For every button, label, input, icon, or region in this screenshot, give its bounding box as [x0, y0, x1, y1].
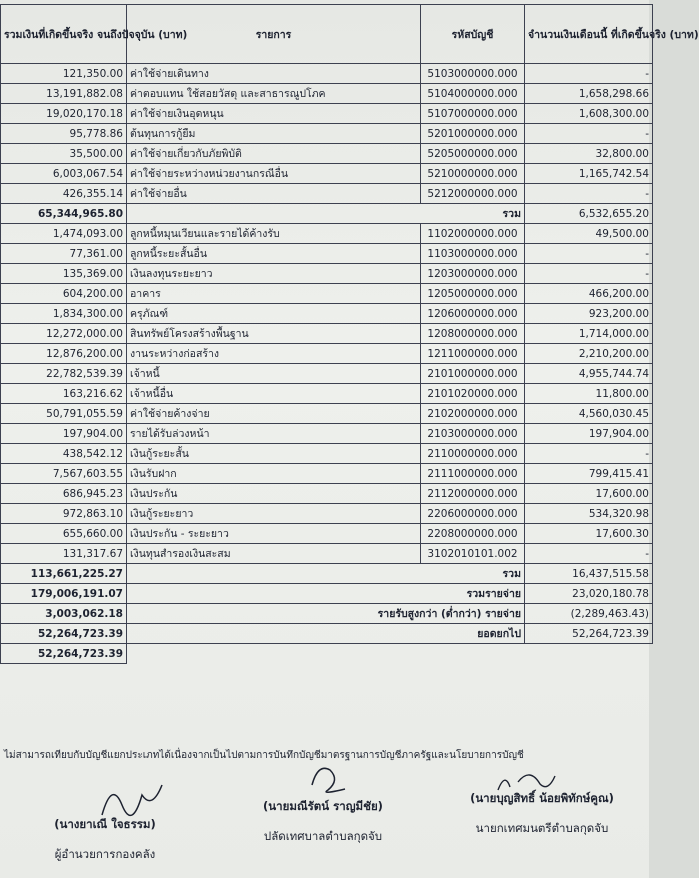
blank-cell: [127, 644, 653, 664]
account-code-cell: 5107000000.000: [421, 104, 525, 124]
account-code-cell: 5205000000.000: [421, 144, 525, 164]
month-amount-cell: 923,200.00: [525, 304, 653, 324]
sum-label-cell: รวม: [127, 564, 525, 584]
month-amount-cell: 2,210,200.00: [525, 344, 653, 364]
cumulative-total-cell: 655,660.00: [1, 524, 127, 544]
month-amount-cell: -: [525, 64, 653, 84]
cumulative-total-cell: 972,863.10: [1, 504, 127, 524]
header-cumulative-total: รวมเงินที่เกิดขึ้นจริง จนถึงปัจจุบัน (บาท): [1, 5, 127, 64]
item-name-cell: สินทรัพย์โครงสร้างพื้นฐาน: [127, 324, 421, 344]
month-amount-cell: 1,608,300.00: [525, 104, 653, 124]
account-code-cell: 2101000000.000: [421, 364, 525, 384]
account-code-cell: 1102000000.000: [421, 224, 525, 244]
account-code-cell: 2101020000.000: [421, 384, 525, 404]
item-name-cell: เงินประกัน - ระยะยาว: [127, 524, 421, 544]
item-name-cell: ต้นทุนการกู้ยืม: [127, 124, 421, 144]
item-name-cell: รายได้รับล่วงหน้า: [127, 424, 421, 444]
month-amount-cell: 1,165,742.54: [525, 164, 653, 184]
account-code-cell: 2206000000.000: [421, 504, 525, 524]
item-name-cell: ครุภัณฑ์: [127, 304, 421, 324]
table-row: [1, 164, 653, 184]
account-code-cell: 1208000000.000: [421, 324, 525, 344]
item-name-cell: เงินทุนสำรองเงินสะสม: [127, 544, 421, 564]
month-amount-cell: -: [525, 124, 653, 144]
table-row: [1, 444, 653, 464]
account-code-cell: 2103000000.000: [421, 424, 525, 444]
sum-total-cell: 179,006,191.07: [1, 584, 127, 604]
month-amount-cell: 534,320.98: [525, 504, 653, 524]
signer-3-position: นายกเทศมนตรีตำบลกุดจับ: [475, 821, 609, 835]
sum-total-cell: 3,003,062.18: [1, 604, 127, 624]
table-row: [1, 464, 653, 484]
header-row: [1, 5, 653, 64]
account-code-cell: 3102010101.002: [421, 544, 525, 564]
account-code-cell: 1203000000.000: [421, 264, 525, 284]
table-row: [1, 144, 653, 164]
item-name-cell: เงินรับฝาก: [127, 464, 421, 484]
cumulative-total-cell: 135,369.00: [1, 264, 127, 284]
sum-month-cell: 23,020,180.78: [525, 584, 653, 604]
table-row: [1, 524, 653, 544]
month-amount-cell: 17,600.30: [525, 524, 653, 544]
cumulative-total-cell: 35,500.00: [1, 144, 127, 164]
table-row: [1, 184, 653, 204]
month-amount-cell: -: [525, 444, 653, 464]
table-row: [1, 64, 653, 84]
signer-1-name: (นางยาเณี ใจธรรม): [54, 817, 156, 831]
account-code-cell: 5103000000.000: [421, 64, 525, 84]
cumulative-total-cell: 1,834,300.00: [1, 304, 127, 324]
item-name-cell: ลูกหนี้หมุนเวียนและรายได้ค้างรับ: [127, 224, 421, 244]
table-row: [1, 504, 653, 524]
month-amount-cell: -: [525, 184, 653, 204]
account-code-cell: 2208000000.000: [421, 524, 525, 544]
item-name-cell: อาคาร: [127, 284, 421, 304]
table-row: [1, 544, 653, 564]
account-code-cell: 1103000000.000: [421, 244, 525, 264]
signer-2-position: ปลัดเทศบาลตำบลกุดจับ: [263, 829, 383, 843]
summary-row: [1, 624, 653, 644]
signer-3-name: (นายบุญสิทธิ์ น้อยพิทักษ์คูณ): [470, 791, 614, 805]
table-row: [1, 104, 653, 124]
cumulative-total-cell: 50,791,055.59: [1, 404, 127, 424]
item-name-cell: ค่าใช้จ่ายอื่น: [127, 184, 421, 204]
sum-total-cell: 52,264,723.39: [1, 624, 127, 644]
item-name-cell: ค่าใช้จ่ายเดินทาง: [127, 64, 421, 84]
month-amount-cell: 1,658,298.66: [525, 84, 653, 104]
table-row: [1, 224, 653, 244]
item-name-cell: เงินกู้ระยะสั้น: [127, 444, 421, 464]
table-row: [1, 424, 653, 444]
table-row: [1, 304, 653, 324]
header-account-code: รหัสบัญชี: [421, 5, 525, 64]
table-row: [1, 84, 653, 104]
summary-row: [1, 604, 653, 624]
item-name-cell: เงินลงทุนระยะยาว: [127, 264, 421, 284]
table-row: [1, 264, 653, 284]
final-total-cell: 52,264,723.39: [1, 644, 127, 664]
cumulative-total-cell: 12,876,200.00: [1, 344, 127, 364]
account-code-cell: 1206000000.000: [421, 304, 525, 324]
month-amount-cell: 4,955,744.74: [525, 364, 653, 384]
item-name-cell: ค่าใช้จ่ายค้างจ่าย: [127, 404, 421, 424]
cumulative-total-cell: 686,945.23: [1, 484, 127, 504]
item-name-cell: ลูกหนี้ระยะสั้นอื่น: [127, 244, 421, 264]
signer-1-position: ผู้อำนวยการกองคลัง: [54, 847, 156, 861]
account-code-cell: 5210000000.000: [421, 164, 525, 184]
month-amount-cell: 466,200.00: [525, 284, 653, 304]
table-row: [1, 364, 653, 384]
sum-month-cell: 52,264,723.39: [525, 624, 653, 644]
table-row: [1, 244, 653, 264]
cumulative-total-cell: 438,542.12: [1, 444, 127, 464]
month-amount-cell: 17,600.00: [525, 484, 653, 504]
month-amount-cell: 11,800.00: [525, 384, 653, 404]
cumulative-total-cell: 197,904.00: [1, 424, 127, 444]
subtotal-row: [1, 204, 653, 224]
cumulative-total-cell: 163,216.62: [1, 384, 127, 404]
cumulative-total-cell: 426,355.14: [1, 184, 127, 204]
cumulative-total-cell: 6,003,067.54: [1, 164, 127, 184]
account-code-cell: 1211000000.000: [421, 344, 525, 364]
signature-block-2: [238, 798, 408, 846]
account-code-cell: 5212000000.000: [421, 184, 525, 204]
month-amount-cell: -: [525, 244, 653, 264]
table-row: [1, 484, 653, 504]
cumulative-total-cell: 131,317.67: [1, 544, 127, 564]
table-row: [1, 384, 653, 404]
month-amount-cell: -: [525, 544, 653, 564]
signature-block-3: [452, 790, 632, 838]
summary-row: [1, 584, 653, 604]
sum-total-cell: 113,661,225.27: [1, 564, 127, 584]
month-amount-cell: 4,560,030.45: [525, 404, 653, 424]
sum-label-cell: ยอดยกไป: [127, 624, 525, 644]
sum-month-cell: 6,532,655.20: [525, 204, 653, 224]
item-name-cell: เจ้าหนี้อื่น: [127, 384, 421, 404]
account-code-cell: 2111000000.000: [421, 464, 525, 484]
cumulative-total-cell: 604,200.00: [1, 284, 127, 304]
account-code-cell: 1205000000.000: [421, 284, 525, 304]
cumulative-total-cell: 7,567,603.55: [1, 464, 127, 484]
ledger-table: [0, 4, 699, 664]
sum-month-cell: 16,437,515.58: [525, 564, 653, 584]
summary-row: [1, 564, 653, 584]
header-month-amount: จำนวนเงินเดือนนี้ ที่เกิดขึ้นจริง (บาท): [525, 5, 653, 64]
table-row: [1, 284, 653, 304]
month-amount-cell: 32,800.00: [525, 144, 653, 164]
item-name-cell: ค่าใช้จ่ายเงินอุดหนุน: [127, 104, 421, 124]
table-row: [1, 124, 653, 144]
item-name-cell: เงินกู้ระยะยาว: [127, 504, 421, 524]
account-code-cell: 2110000000.000: [421, 444, 525, 464]
sum-total-cell: 65,344,965.80: [1, 204, 127, 224]
account-code-cell: 5104000000.000: [421, 84, 525, 104]
cumulative-total-cell: 77,361.00: [1, 244, 127, 264]
sum-label-cell: รวม: [127, 204, 525, 224]
signer-2-name: (นายมณีรัตน์ ราญมีชัย): [263, 799, 383, 813]
cumulative-total-cell: 1,474,093.00: [1, 224, 127, 244]
account-code-cell: 5201000000.000: [421, 124, 525, 144]
sum-label-cell: รวมรายจ่าย: [127, 584, 525, 604]
footnote: ไม่สามารถเทียบกับบัญชีแยกประเภทได้เนื่องจากเป็นไปตามการบันทึกบัญชีมาตรฐานการบัญชีภาครัฐและนโยบายการบัญชี: [4, 750, 524, 761]
item-name-cell: เงินประกัน: [127, 484, 421, 504]
sum-month-cell: (2,289,463.43): [525, 604, 653, 624]
month-amount-cell: -: [525, 264, 653, 284]
month-amount-cell: 197,904.00: [525, 424, 653, 444]
item-name-cell: เจ้าหนี้: [127, 364, 421, 384]
account-code-cell: 2112000000.000: [421, 484, 525, 504]
cumulative-total-cell: 22,782,539.39: [1, 364, 127, 384]
sum-label-cell: รายรับสูงกว่า (ต่ำกว่า) รายจ่าย: [127, 604, 525, 624]
cumulative-total-cell: 95,778.86: [1, 124, 127, 144]
account-code-cell: 2102000000.000: [421, 404, 525, 424]
table-row: [1, 324, 653, 344]
month-amount-cell: 799,415.41: [525, 464, 653, 484]
cumulative-total-cell: 121,350.00: [1, 64, 127, 84]
header-item: รายการ: [127, 5, 421, 64]
month-amount-cell: 49,500.00: [525, 224, 653, 244]
cumulative-total-cell: 12,272,000.00: [1, 324, 127, 344]
table-row: [1, 344, 653, 364]
cumulative-total-cell: 13,191,882.08: [1, 84, 127, 104]
item-name-cell: ค่าใช้จ่ายเกี่ยวกับภัยพิบัติ: [127, 144, 421, 164]
final-total-row: [1, 644, 653, 664]
item-name-cell: งานระหว่างก่อสร้าง: [127, 344, 421, 364]
item-name-cell: ค่าตอบแทน ใช้สอยวัสดุ และสาธารณูปโภค: [127, 84, 421, 104]
item-name-cell: ค่าใช้จ่ายระหว่างหน่วยงานกรณีอื่น: [127, 164, 421, 184]
cumulative-total-cell: 19,020,170.18: [1, 104, 127, 124]
month-amount-cell: 1,714,000.00: [525, 324, 653, 344]
signature-2-scribble: [300, 755, 360, 800]
table-row: [1, 404, 653, 424]
signature-block-1: [20, 816, 190, 864]
